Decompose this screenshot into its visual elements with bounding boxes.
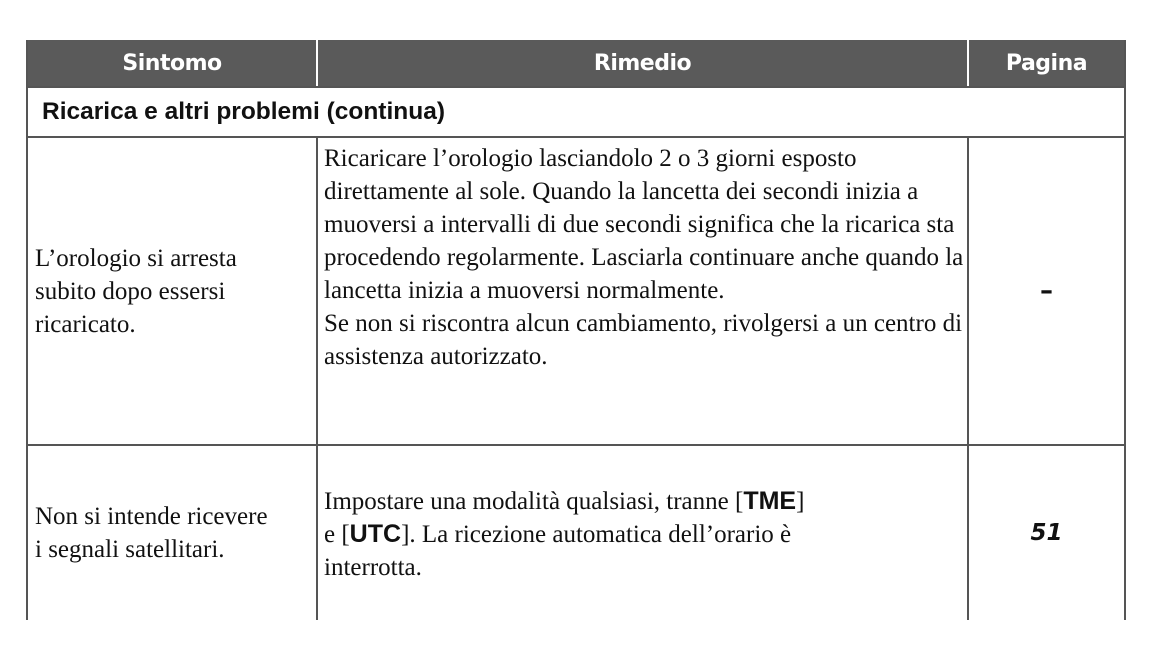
remedy-text: ] (796, 487, 805, 515)
header-symptom: Sintomo (122, 50, 222, 76)
mode-label-tme: TME (743, 486, 797, 515)
page-cell: 51 (967, 446, 1124, 620)
remedy-text: e [ (324, 520, 350, 548)
remedy-text: ]. La ricezione automatica dell’orario è (401, 520, 792, 548)
symptom-cell (28, 446, 316, 620)
section-title: Ricarica e altri problemi (continua) (28, 86, 1124, 138)
remedy-line (324, 485, 967, 518)
symptom-line: subito dopo essersi (35, 277, 226, 305)
symptom-line: L’orologio si arresta (35, 244, 237, 272)
remedy-paragraph: Se non si riscontra alcun cambiamento, rivolgersi a un centro di assistenza autorizzato. (324, 310, 963, 370)
remedy-text: Impostare una modalità qualsiasi, tranne [ (324, 487, 744, 515)
header-page: Pagina (967, 40, 1124, 86)
header-remedy: Rimedio (316, 40, 967, 86)
troubleshooting-table (26, 40, 1126, 620)
mode-label-utc: UTC (349, 519, 402, 548)
table-row (28, 138, 1124, 446)
symptom-line: i segnali satellitari. (35, 536, 225, 563)
remedy-cell (316, 446, 967, 620)
table-row (28, 446, 1124, 620)
symptom-cell (28, 138, 316, 444)
remedy-line (324, 518, 967, 551)
remedy-cell (316, 138, 967, 444)
page-cell: – (967, 138, 1124, 444)
table-header (28, 40, 1124, 86)
remedy-paragraph: Ricaricare l’orologio lasciandolo 2 o 3 giorni esposto direttamente al sole. Quando la lancetta dei secondi inizia a muoversi a intervalli di due secondi significa che la ricarica sta procedendo regolarmente. Lasciarla continuare anche quando la lancetta inizia a muoversi normalmente. (324, 145, 964, 304)
remedy-line: interrotta. (324, 553, 422, 581)
symptom-line: Non si intende ricevere (35, 503, 268, 530)
symptom-line: ricaricato. (35, 310, 136, 338)
